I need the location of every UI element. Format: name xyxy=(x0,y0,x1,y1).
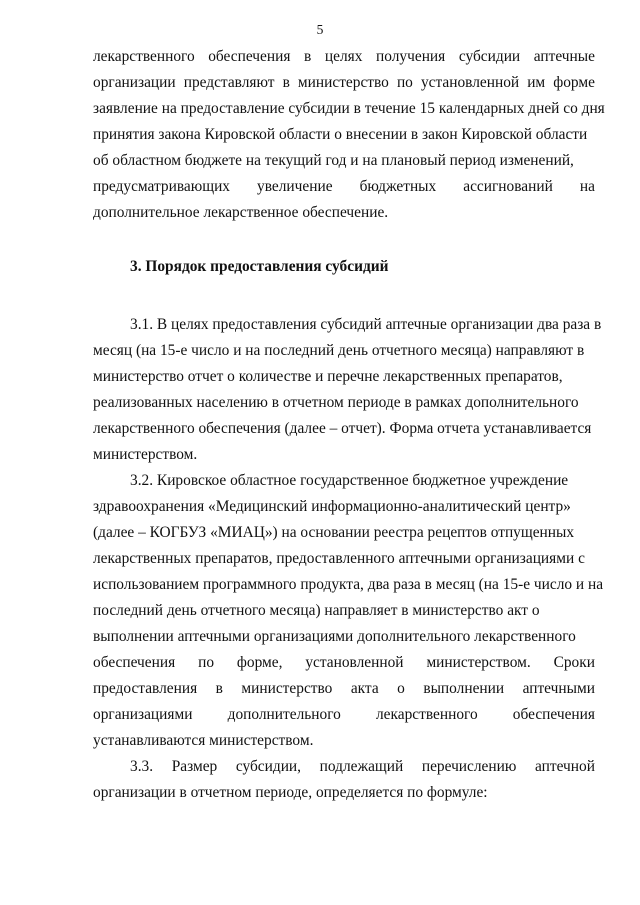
word: бюджетных xyxy=(359,178,437,195)
p32-line-4: лекарственных препаратов, предоставленного аптечными организациями с xyxy=(93,550,585,567)
intro-paragraph xyxy=(93,44,605,226)
word: лекарственного xyxy=(376,706,478,723)
word: установленной xyxy=(305,654,404,671)
p32-line-10 xyxy=(93,702,595,728)
intro-line-4: принятия закона Кировской области о внесении в закон Кировской области xyxy=(93,126,588,143)
word: в xyxy=(282,74,290,91)
word: увеличение xyxy=(257,178,333,195)
intro-line-3: заявление на предоставление субсидии в течение 15 календарных дней со дня xyxy=(93,100,605,117)
word: субсидии xyxy=(458,48,521,65)
word: подлежащий xyxy=(319,758,404,775)
p32-line-8 xyxy=(93,650,595,676)
word: по xyxy=(396,74,413,91)
word: по xyxy=(198,654,215,671)
p32-line-9 xyxy=(93,676,595,702)
word: Сроки xyxy=(553,654,595,671)
word: получения xyxy=(376,48,446,65)
p32-line-3: (далее – КОГБУЗ «МИАЦ») на основании реестра рецептов отпущенных xyxy=(93,524,575,541)
section-heading: 3. Порядок предоставления субсидий xyxy=(130,258,389,275)
word: целях xyxy=(324,48,363,65)
word: на xyxy=(579,178,595,195)
word: форме xyxy=(553,74,595,91)
word: ассигнований xyxy=(463,178,553,195)
word: дополнительного xyxy=(227,706,341,723)
p31-line-4: реализованных населению в отчетном периоде в рамках дополнительного xyxy=(93,394,579,411)
p32-line-7: выполнении аптечными организациями дополнительного лекарственного xyxy=(93,628,576,645)
word: установленной xyxy=(420,74,520,91)
intro-line-5: об областном бюджете на текущий год и на плановый период изменений, xyxy=(93,152,574,169)
word: форме, xyxy=(236,654,283,671)
word: организациями xyxy=(93,706,193,723)
p32-line-1: 3.2. Кировское областное государственное бюджетное учреждение xyxy=(130,472,569,489)
p32-line-5: использованием программного продукта, два раза в месяц (на 15-е число и на xyxy=(93,576,604,593)
word: им xyxy=(527,74,546,91)
p32-line-2: здравоохранения «Медицинский информационно-аналитический центр» xyxy=(93,498,571,515)
p31-line-1: 3.1. В целях предоставления субсидий аптечные организации два раза в xyxy=(130,316,602,333)
p31-line-6: министерством. xyxy=(93,446,198,463)
p31-line-2: месяц (на 15-е число и на последний день отчетного месяца) направляют в xyxy=(93,342,585,359)
word: представляют xyxy=(183,74,275,91)
word: обеспечения xyxy=(93,654,176,671)
word: аптечные xyxy=(533,48,595,65)
word: предоставления xyxy=(93,680,198,697)
word: в xyxy=(215,680,223,697)
word: в xyxy=(304,48,312,65)
word: акта xyxy=(350,680,379,697)
p32-line-6: последний день отчетного месяца) направляет в министерство акт о xyxy=(93,602,540,619)
paragraph-3-3 xyxy=(93,754,595,806)
word: Размер xyxy=(171,758,218,775)
intro-line-7: дополнительное лекарственное обеспечение. xyxy=(93,204,389,221)
word: аптечными xyxy=(522,680,595,697)
page-number: 5 xyxy=(316,22,324,37)
p33-line-1 xyxy=(93,754,595,780)
word: обеспечения xyxy=(512,706,595,723)
intro-line-2 xyxy=(93,70,595,96)
word: выполнении xyxy=(423,680,505,697)
word: о xyxy=(397,680,405,697)
word: министерство xyxy=(297,74,389,91)
word: министерство xyxy=(241,680,333,697)
word: субсидии, xyxy=(235,758,302,775)
p31-line-5: лекарственного обеспечения (далее – отчет). Форма отчета устанавливается xyxy=(93,420,592,437)
word: министерством. xyxy=(426,654,531,671)
intro-line-6 xyxy=(93,174,595,200)
intro-line-1 xyxy=(93,44,595,70)
word: лекарственного xyxy=(93,48,195,65)
word: перечислению xyxy=(421,758,517,775)
p33-line-2: организации в отчетном периоде, определяется по формуле: xyxy=(93,784,488,801)
word: 3.3. xyxy=(130,758,154,775)
word: обеспечения xyxy=(208,48,291,65)
word: организации xyxy=(93,74,176,91)
word: аптечной xyxy=(534,758,595,775)
paragraph-3-2 xyxy=(93,468,604,754)
word: предусматривающих xyxy=(93,178,231,195)
p32-line-11: устанавливаются министерством. xyxy=(93,732,314,749)
p31-line-3: министерство отчет о количестве и перечне лекарственных препаратов, xyxy=(93,368,563,385)
paragraph-3-1 xyxy=(93,312,602,468)
